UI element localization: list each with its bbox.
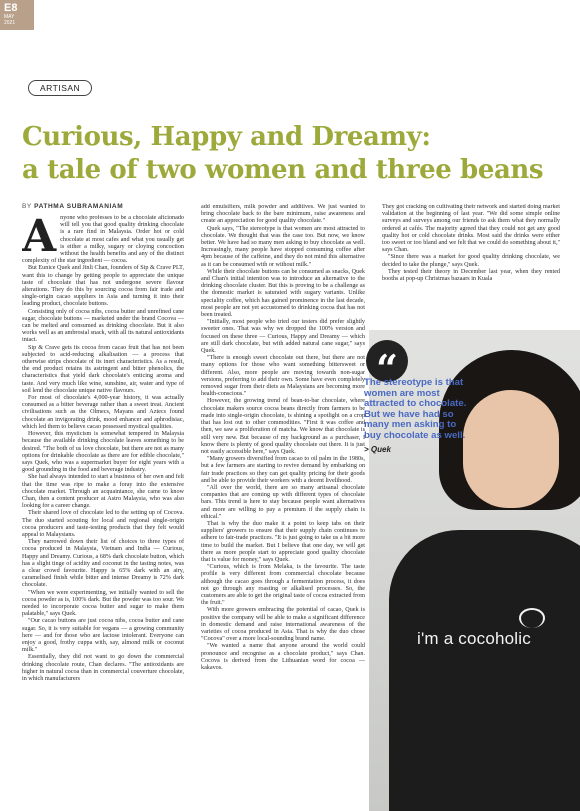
paragraph: add emulsifiers, milk powder and additives. We just wanted to bring chocolate back to the bare minimum, raise awareness and create an appreciation for good quality chocolate." bbox=[201, 204, 365, 225]
paragraph: "Since there was a market for good quality drinking chocolate, we decided to take the plunge," says Quek. bbox=[382, 254, 560, 268]
paragraph: "There is enough sweet chocolate out there, but there are not many options for those who want something bittersweet or different. Also, more people are moving towards non-sugar versions, preferring to add their own. Some have even completely removed sugar from their diets as Malaysians are becoming more health-conscious." bbox=[201, 355, 365, 398]
shirt-logo-icon bbox=[519, 608, 545, 628]
photo-shirt bbox=[389, 530, 580, 811]
drop-cap: A bbox=[22, 215, 57, 262]
article-column-1 bbox=[22, 215, 184, 807]
shirt-print: i'm a cocoholic bbox=[417, 629, 531, 648]
paragraph: "Curious, which is from Melaka, is the favourite. The taste profile is very different from commercial chocolate because although the cacao goes through a fermentation process, it does not go through any roasting or alkalised processes. So, the customers are able to get the original taste of cocoa extracted from the fruit." bbox=[201, 564, 365, 607]
paragraph: "When we were experimenting, we initially wanted to sell the cocoa powder as is, 100% dark. But the powder was too sour. We needed to incorporate cocoa butter and sugar to make them palatable," says Quek. bbox=[22, 589, 184, 618]
issue-year: 2021 bbox=[4, 20, 16, 26]
pull-quote-text: The stereotype is that women are most attracted to chocolate. But we have had so many men asking to buy chocolate as well. bbox=[364, 377, 467, 441]
paragraph: Consisting only of cocoa nibs, cocoa butter and unrefined cane sugar, chocolate buttons — marketed under the brand Cocova — can be melted and consumed as drinking chocolate. But it also works well as an ambrosial snack, with all its natural antioxidants intact. bbox=[22, 308, 184, 344]
paragraph: But Eunice Quek and Jinli Chan, founders of Sip & Crave PLT, want this to change by getting people to appreciate the unique taste of chocolate that has not undergone severe flavour alterations. They do this by sourcing cocoa from fair trade and single-origin cacao suppliers in Asia and turning it into their leading product, chocolate buttons. bbox=[22, 265, 184, 308]
paragraph: "Our cacao buttons are just cocoa nibs, cocoa butter and cane sugar. So, it is very suitable for vegans — a growing community here — and for those who are lactose intolerant. Everyone can enjoy a good, frothy cuppa with, say, almond milk or coconut milk." bbox=[22, 618, 184, 654]
paragraph: They narrowed down their list of choices to three types of cocoa produced in Malaysia, Vietnam and India — Curious, Happy and Dreamy. Curious, a 68% dark chocolate button, which has a slight tinge of acidity and coconut in the tasting notes, was a clear crowd favourite. Happy is 65% dark with an airy, caramelised finish while bitter and intense Dreamy is 72% dark chocolate. bbox=[22, 539, 184, 589]
paragraph: She had always intended to start a business of her own and felt that the time was ripe to make a foray into the extensive chocolate market. Through an acquaintance, she came to know Chan, then a content producer at Astro Malaysia, who was also looking for a career change. bbox=[22, 474, 184, 510]
paragraph: "Many growers diversified from cacao to oil palm in the 1980s, but a few farmers are starting to revive demand by embarking on fair trade practices so they can get quality pricing for their goods and be able to provide their workers with a decent livelihood. bbox=[201, 456, 365, 484]
byline-author: PATHMA SUBRAMANIAM bbox=[34, 203, 124, 210]
paragraph: However, the growing trend of bean-to-bar chocolate, where chocolate makers source cocoa beans directly from farmers to be made into single-origin chocolate, is shining a spotlight on a crop that has lost out to other commodities. "First it was coffee and then, we saw a proliferation of matcha. We know that chocolate is still very new. But because of my background as a purchaser, I know there is plenty of good quality chocolate out there. It is just not easily accessible here," says Quek. bbox=[201, 398, 365, 455]
headline-line-2: a tale of two women and three beans bbox=[22, 155, 544, 185]
pull-quote bbox=[364, 338, 474, 454]
paragraph: Essentially, they did not want to go down the commercial drinking chocolate route, Chan declares. "The antioxidants are higher in natural cocoa than in commercial couverture chocolate, in which manufacturers bbox=[22, 654, 184, 682]
quote-mark-icon: “ bbox=[366, 340, 408, 382]
page-number: E8 bbox=[4, 2, 18, 14]
page-number-tab bbox=[0, 0, 34, 30]
headline-line-1: Curious, Happy and Dreamy: bbox=[22, 122, 431, 152]
paragraph: They got cracking on cultivating their network and started doing market validation at the beginning of last year. "We did some simple online surveys and surveys among our friends to ask them what they normally ordered at cafés. The majority agreed that they could not get any good quality hot or cold chocolate drinks. Most said the drinks were either too sweet or too bland and we felt that we could do something about it," says Chan. bbox=[382, 204, 560, 254]
photo-face bbox=[463, 390, 559, 508]
article-column-2 bbox=[201, 204, 365, 807]
article-column-3 bbox=[382, 204, 560, 324]
byline-prefix: BY bbox=[22, 203, 32, 210]
issue-month: MAY bbox=[4, 14, 15, 20]
byline bbox=[22, 203, 123, 210]
paragraph: With more growers embracing the potential of cacao, Quek is positive the company will be able to make a significant difference in domestic demand and raise international awareness of the varieties of cocoa produced in Asia. That is why the duo chose "Cocova" over a more local-sounding brand name. bbox=[201, 607, 365, 643]
paragraph: For most of chocolate's 4,000-year history, it was actually consumed as a bitter beverage rather than a sweet treat. Ancient civilisations such as the Olmecs, Mayans and Aztecs found chocolate an invigorating drink, mood enhancer and aphrodisiac, which led them to believe cacao possessed mystical qualities. bbox=[22, 395, 184, 430]
paragraph: "Initially, most people who tried our testers did prefer slightly sweeter ones. That was why we dropped the 100% version and focused on these three — Curious, Happy and Dreamy — which are still dark chocolate, but with added natural cane sugar," says Quek. bbox=[201, 319, 365, 355]
paragraph: However, this mysticism is somewhat tempered in Malaysia because the available drinking chocolate leaves something to be desired. "The both of us love chocolate, but there are not as many options for drinkable chocolate as there are for edible chocolate," says Quek, who was a supermarket buyer for eight years with a good grounding in the food and beverage industry. bbox=[22, 431, 184, 474]
paragraph: "We wanted a name that anyone around the world could pronounce and recognise as a chocolate product," says Chan. Cocova is derived from the Lithuanian word for cocoa — kakavos. bbox=[201, 643, 365, 671]
paragraph: "All over the world, there are so many artisanal chocolate companies that are coming up with different types of chocolate bars. This trend is here to stay because people want alternatives and more are willing to pay a premium if the supply chain is ethical." bbox=[201, 484, 365, 520]
headline bbox=[22, 121, 562, 187]
paragraph: Sip & Crave gets its cocoa from cacao fruit that has not been subjected to acid-reducing alkalisation — a process that otherwise strips chocolate of its inert characteristics. As a result, the end product retains its astringent and bitter phenolics, the characteristics that yield dark chocolate's enticing aroma and taste. And very much like wine, sunshine, air, water and type of soil lend the chocolate unique native flavours. bbox=[22, 344, 184, 394]
pull-quote-attribution: > Quek bbox=[364, 445, 391, 454]
paragraph: Their shared love of chocolate led to the setting up of Cocova. The duo started scouting for local and regional single-origin cocoa producers and taste-testing products that they felt would appeal to Malaysians. bbox=[22, 510, 184, 538]
paragraph: Quek says, "The stereotype is that women are most attracted to chocolate. We thought that was the case too. But now, we know better. We have had so many men asking to buy chocolate as well. Increasingly, many people have stopped consuming coffee after 4pm because of the caffeine, and they do not mind this alternative as it can be consumed with or without milk." bbox=[201, 225, 365, 268]
paragraph: nyone who professes to be a chocolate aficionado will tell you that good quality drinking chocolate is a rare find in Malaysia. Order hot or cold chocolate at most cafes and what you usually get is either a milky, sugary or cloying concoction without the health benefits and any of the distinct complexity of the star ingredient — cocoa. bbox=[22, 215, 184, 265]
paragraph: They tested their theory in December last year, when they rented booths at pop-up Christmas bazaars in Kuala bbox=[382, 268, 560, 283]
paragraph: That is why the duo make it a point to keep tabs on their suppliers' growers to ensure that their supply chain continues to adhere to fair-trade practices. "It is just going to take us a bit more time to build the market. But I believe that one day, we will get there as more people start to appreciate good quality chocolate that is value for money," says Quek. bbox=[201, 520, 365, 563]
paragraph: While their chocolate buttons can be consumed as snacks, Quek and Chan's initial intention was to introduce an alternative to the drinking chocolate cluster. But this is proving to be a challenge as the domestic market is saturated with sugary variants. Unlike speciality coffee, which has gained prominence in the last decade, most people are not yet accustomed to drinking cocoa that has not been treated. bbox=[201, 268, 365, 319]
section-label: ARTISAN bbox=[28, 80, 92, 96]
